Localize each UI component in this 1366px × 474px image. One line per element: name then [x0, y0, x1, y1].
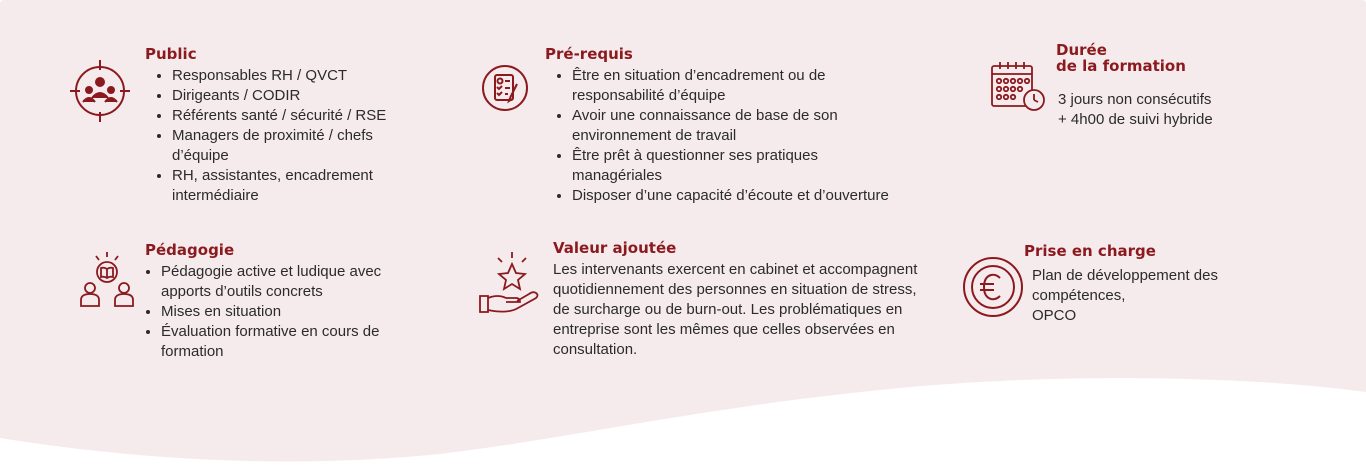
pedagogie-list [145, 262, 445, 362]
checklist-icon [481, 64, 529, 112]
public-title: Public [145, 45, 197, 63]
valeur-text: Les intervenants exercent en cabinet et accompagnent quotidiennement des personnes en situation de stress, de surcharge ou de burn-out. Les problématiques en entreprise sont les mêmes que celles observées en consultation. [553, 261, 918, 358]
duree-line1: 3 jours non consécutifs [1058, 91, 1212, 108]
list-item: • RH, assistantes, encadrement intermédiaire [172, 166, 407, 206]
duree-title-line2: de la formation [1056, 57, 1186, 75]
prerequis-title: Pré-requis [545, 45, 633, 63]
pedagogie-section [145, 242, 445, 362]
list-item: • Responsables RH / QVCT [172, 66, 445, 86]
duree-section [1056, 42, 1276, 74]
prise-line3: OPCO [1032, 307, 1077, 324]
star-hand-icon [478, 250, 540, 316]
prise-title: Prise en charge [1024, 242, 1156, 260]
duree-title-line1: Durée [1056, 41, 1107, 59]
valeur-section [553, 240, 923, 360]
list-item: • Disposer d’une capacité d’écoute et d’ouverture [572, 186, 965, 206]
prise-text [1032, 266, 1292, 326]
duree-line2: + 4h00 de suivi hybride [1058, 111, 1213, 128]
pedagogie-title: Pédagogie [145, 241, 235, 259]
prerequis-list [545, 66, 965, 206]
calendar-clock-icon [990, 60, 1048, 114]
list-item: • Mises en situation [161, 302, 445, 322]
list-item: • Référents santé / sécurité / RSE [172, 106, 445, 126]
public-section [145, 46, 445, 206]
list-item: • Avoir une connaissance de base de son environnement de travail [572, 106, 892, 146]
public-list [145, 66, 445, 206]
duree-text [1058, 90, 1278, 130]
list-item: • Être en situation d’encadrement ou de responsabilité d’équipe [572, 66, 882, 106]
prise-line1: Plan de développement des [1032, 267, 1218, 284]
list-item: • Managers de proximité / chefs d’équipe [172, 126, 407, 166]
teacher-book-icon [78, 250, 136, 310]
prerequis-section [545, 46, 965, 206]
list-item: • Dirigeants / CODIR [172, 86, 445, 106]
list-item: • Être prêt à questionner ses pratiques managériales [572, 146, 872, 186]
list-item: • Pédagogie active et ludique avec apports d’outils concrets [161, 262, 431, 302]
list-item: • Évaluation formative en cours de formation [161, 322, 431, 362]
prise-section [1024, 243, 1284, 259]
target-people-icon [68, 58, 132, 124]
valeur-title: Valeur ajoutée [553, 239, 677, 257]
prise-line2: compétences, [1032, 287, 1126, 304]
euro-coin-icon [962, 256, 1024, 318]
